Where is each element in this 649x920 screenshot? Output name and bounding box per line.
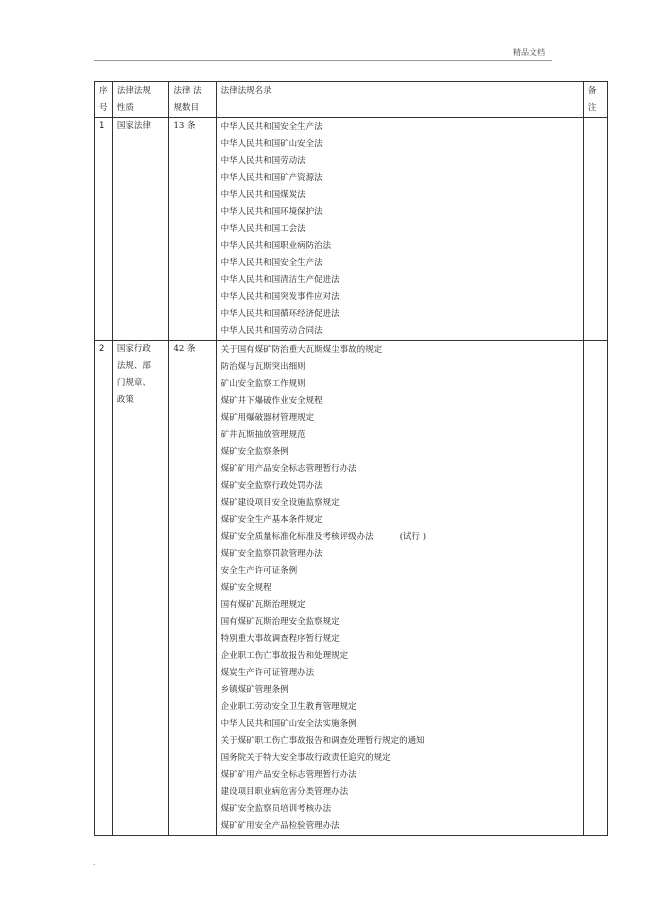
law-name: 煤矿安全监察罚款管理办法 — [220, 549, 323, 559]
law-item — [221, 187, 583, 204]
law-item — [221, 306, 583, 323]
law-item — [221, 546, 583, 563]
law-name: 煤矿矿用安全产品检验管理办法 — [220, 821, 340, 831]
law-name: 中华人民共和国安全生产法 — [220, 258, 323, 268]
law-item — [221, 682, 583, 699]
law-name: 煤矿矿用产品安全标志管理暂行办法 — [220, 770, 357, 780]
law-item — [221, 289, 583, 306]
law-name: 中华人民共和国职业病防治法 — [220, 241, 332, 251]
footer-mark: . — [93, 858, 96, 867]
law-name: 中华人民共和国突发事件应对法 — [220, 292, 340, 302]
law-item — [221, 359, 583, 376]
law-item — [221, 342, 583, 359]
law-name: 煤矿安全质量标准化标准及考核评级办法 — [220, 532, 374, 542]
header-no: 序 号 — [95, 82, 113, 118]
law-item — [221, 136, 583, 153]
law-name: 防治煤与瓦斯突出细则 — [220, 362, 306, 372]
law-item — [221, 614, 583, 631]
law-item — [221, 597, 583, 614]
law-name: 煤炭生产许可证管理办法 — [220, 668, 315, 678]
row-type: 国家行政 法规、部 门规章、 政策 — [112, 341, 169, 836]
law-name: 中华人民共和国环境保护法 — [220, 207, 323, 217]
law-item — [221, 580, 583, 597]
law-item — [221, 512, 583, 529]
law-name: 国务院关于特大安全事故行政责任追究的规定 — [220, 753, 391, 763]
row-count: 13 条 — [169, 118, 216, 341]
law-name: 中华人民共和国矿产资源法 — [220, 173, 323, 183]
law-item — [221, 427, 583, 444]
law-item — [221, 255, 583, 272]
law-name: 特别重大事故调查程序暂行规定 — [220, 634, 340, 644]
law-name: 关于煤矿职工伤亡事故报告和调查处理暂行规定的通知 — [220, 736, 425, 746]
law-item — [221, 119, 583, 136]
law-name: 煤矿安全监察条例 — [220, 447, 289, 457]
law-item — [221, 784, 583, 801]
table-row — [95, 118, 608, 341]
law-name: 中华人民共和国劳动合同法 — [220, 326, 323, 336]
law-item — [221, 750, 583, 767]
law-item — [221, 272, 583, 289]
law-item — [221, 699, 583, 716]
law-item — [221, 323, 583, 340]
law-item — [221, 733, 583, 750]
table-row — [95, 341, 608, 836]
law-name: 煤矿安全监察行政处罚办法 — [220, 481, 323, 491]
law-item — [221, 393, 583, 410]
law-item — [221, 376, 583, 393]
row-law-list — [216, 341, 583, 836]
law-item — [221, 495, 583, 512]
law-item — [221, 818, 583, 835]
law-name: 煤矿安全生产基本条件规定 — [220, 515, 323, 525]
law-item — [221, 238, 583, 255]
header-divider — [94, 60, 552, 61]
law-suffix: (试行 ) — [399, 532, 427, 542]
law-item — [221, 478, 583, 495]
law-name: 中华人民共和国劳动法 — [220, 156, 306, 166]
law-item — [221, 801, 583, 818]
law-item — [221, 529, 583, 546]
law-name: 矿山安全监察工作规则 — [220, 379, 306, 389]
header-name: 法律法规名录 — [216, 82, 583, 118]
law-name: 国有煤矿瓦斯治理安全监察规定 — [220, 617, 340, 627]
law-name: 煤矿安全规程 — [220, 583, 272, 593]
row-count: 42 条 — [169, 341, 216, 836]
law-name: 中华人民共和国工会法 — [220, 224, 306, 234]
row-number: 2 — [95, 341, 113, 836]
row-note — [583, 341, 607, 836]
law-item — [221, 444, 583, 461]
law-item — [221, 767, 583, 784]
law-item — [221, 631, 583, 648]
law-name: 煤矿安全监察员培训考核办法 — [220, 804, 332, 814]
law-name: 国有煤矿瓦斯治理规定 — [220, 600, 306, 610]
law-item — [221, 461, 583, 478]
law-item — [221, 153, 583, 170]
law-name: 矿井瓦斯抽放管理规范 — [220, 430, 306, 440]
row-law-list — [216, 118, 583, 341]
law-name: 企业职工伤亡事故报告和处理规定 — [220, 651, 349, 661]
law-item — [221, 221, 583, 238]
header-count: 法律 法 规数目 — [169, 82, 216, 118]
law-item — [221, 665, 583, 682]
law-item — [221, 648, 583, 665]
row-type: 国家法律 — [112, 118, 169, 341]
law-name: 中华人民共和国安全生产法 — [220, 122, 323, 132]
law-name: 关于国有煤矿防治重大瓦斯煤尘事故的规定 — [220, 345, 383, 355]
law-name: 煤矿建设项目安全设施监察规定 — [220, 498, 340, 508]
law-name: 中华人民共和国矿山安全法 — [220, 139, 323, 149]
law-name: 中华人民共和国循环经济促进法 — [220, 309, 340, 319]
law-name: 煤矿用爆破器材管理规定 — [220, 413, 315, 423]
law-name: 煤矿井下爆破作业安全规程 — [220, 396, 323, 406]
header-note: 备 注 — [583, 82, 607, 118]
law-item — [221, 170, 583, 187]
header-type: 法律法规 性质 — [112, 82, 169, 118]
law-name: 企业职工劳动安全卫生教育管理规定 — [220, 702, 357, 712]
law-name: 建设项目职业病危害分类管理办法 — [220, 787, 349, 797]
page-header-label: 精品文档 — [513, 48, 545, 57]
law-name: 中华人民共和国矿山安全法实施条例 — [220, 719, 357, 729]
law-item — [221, 563, 583, 580]
law-item — [221, 204, 583, 221]
table-header-row — [95, 82, 608, 118]
law-table — [94, 81, 608, 836]
law-item — [221, 410, 583, 427]
law-name: 中华人民共和国煤炭法 — [220, 190, 306, 200]
law-name: 中华人民共和国清洁生产促进法 — [220, 275, 340, 285]
row-note — [583, 118, 607, 341]
law-name: 乡镇煤矿管理条例 — [220, 685, 289, 695]
law-name: 煤矿矿用产品安全标志管理暂行办法 — [220, 464, 357, 474]
row-number: 1 — [95, 118, 113, 341]
law-item — [221, 716, 583, 733]
law-name: 安全生产许可证条例 — [220, 566, 298, 576]
